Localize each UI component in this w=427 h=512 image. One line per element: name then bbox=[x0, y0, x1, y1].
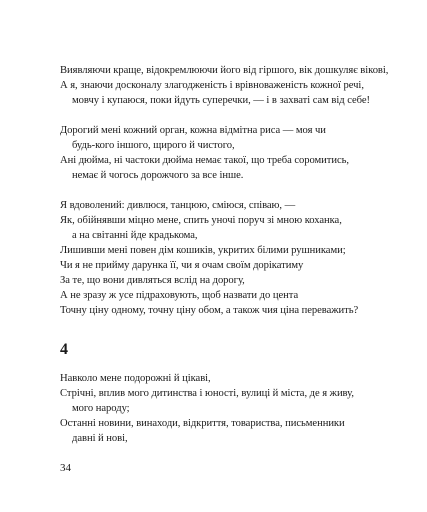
poem-line-indented: будь-кого іншого, щирого й чистого, bbox=[72, 140, 235, 151]
poem-line-indented: мого народу; bbox=[72, 403, 130, 414]
poem-line: Точну ціну одному, точну ціну обом, а також чия ціна переважить? bbox=[60, 305, 359, 316]
poem-line: А не зразу ж усе підраховують, щоб назвати до цента bbox=[60, 290, 299, 301]
poem-line: Дорогий мені кожний орган, кожна відмітна риса — моя чи bbox=[60, 125, 326, 136]
poem-line: Лишивши мені повен дім кошиків, укритих білими рушниками; bbox=[60, 245, 346, 256]
poem-line: Чи я не прийму дарунка її, чи я очам своїм дорікатиму bbox=[60, 260, 304, 271]
poem-line: Стрічні, вплив мого дитинства і юності, вулиці й міста, де я живу, bbox=[60, 388, 354, 399]
poem-line-indented: немає й чогось дорожчого за все інше. bbox=[72, 170, 244, 181]
poem-line: Ані дюйма, ні частоки дюйма немає такої, що треба соромитись, bbox=[60, 155, 350, 166]
poem-line-indented: мовчу і купаюся, поки йдуть суперечки, — і в захваті сам від себе! bbox=[72, 95, 370, 106]
poem-line: Виявляючи краще, відокремлюючи його від гіршого, вік дошкуляє віковi, bbox=[60, 65, 389, 76]
section-number: 4 bbox=[60, 341, 68, 358]
poem-line: А я, знаючи досконалу злагодженість і врівноваженість кожної речі, bbox=[60, 80, 364, 91]
poem-line-indented: а на світанні йде крадькома, bbox=[72, 230, 198, 241]
poem-line: Я вдоволений: дивлюся, танцюю, сміюся, співаю, — bbox=[60, 200, 296, 211]
poem-line: Як, обійнявши міцно мене, спить уночі поруч зі мною коханка, bbox=[60, 215, 342, 226]
poem-line: Навколо мене подорожні й цікаві, bbox=[60, 373, 211, 384]
poem-line: За те, що вони дивляться вслід на дорогу, bbox=[60, 275, 245, 286]
poem-line-indented: давні й нові, bbox=[72, 433, 128, 444]
page-number: 34 bbox=[60, 462, 71, 474]
poem-line: Останні новини, винаходи, відкриття, товариства, письменники bbox=[60, 418, 345, 429]
